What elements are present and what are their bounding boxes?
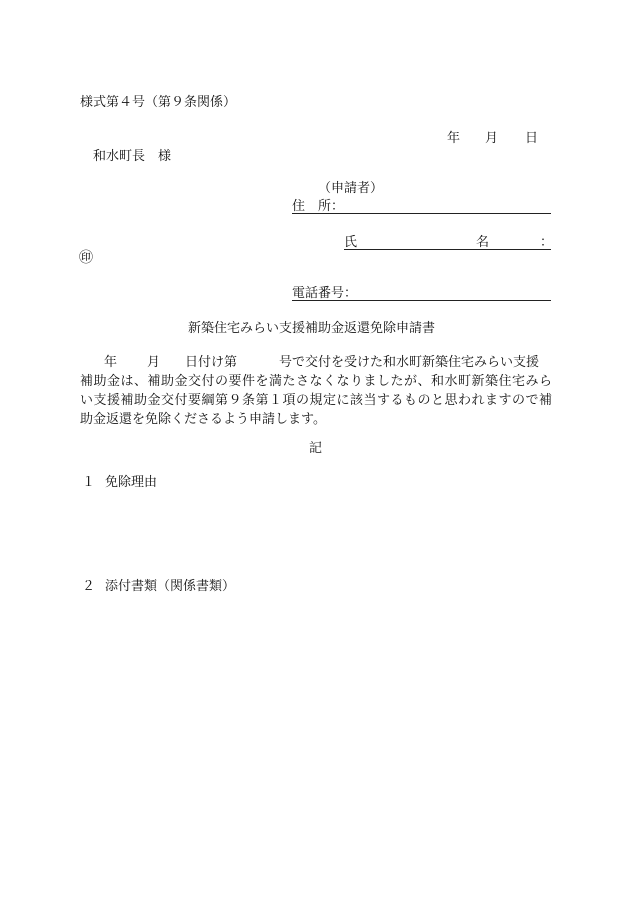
seal-mark: ㊞	[79, 250, 93, 266]
phone-underline	[292, 300, 551, 301]
name-label-second: 名	[476, 235, 490, 250]
item-1-label: 免除理由	[105, 475, 158, 490]
item-2-number: ２	[82, 579, 96, 594]
applicant-heading: （申請者）	[318, 181, 384, 196]
body-blank-year: 年	[104, 355, 118, 370]
body-blank-month: 月	[147, 355, 161, 370]
item-1-number: １	[82, 475, 96, 490]
phone-label: 電話番号：	[292, 286, 358, 301]
name-underline	[344, 249, 551, 250]
form-number: 様式第４号（第９条関係）	[80, 95, 237, 110]
item-2-label: 添付書類（関係書類）	[105, 579, 236, 594]
body-paragraph	[80, 375, 552, 432]
document-title: 新築住宅みらい支援補助金返還免除申請書	[188, 321, 436, 336]
body-line-1: 号で交付を受けた和水町新築住宅みらい支援	[279, 355, 540, 370]
recipient: 和水町長 様	[93, 149, 172, 164]
body-line-3: い支援補助金交付要綱第９条第１項の規定に該当するものと思われますので補	[80, 393, 552, 408]
date-year: 年	[447, 131, 461, 146]
date-day: 日	[525, 131, 539, 146]
name-label-first: 氏	[344, 235, 358, 250]
name-colon: ：	[540, 235, 554, 250]
body-line-2: 補助金は、補助金交付の要件を満たさなくなりましたが、和水町新築住宅みら	[80, 374, 552, 389]
ki-heading: 記	[309, 441, 323, 456]
date-month: 月	[485, 131, 499, 146]
body-line-4: 助金返還を免除くださるよう申請します。	[80, 412, 326, 427]
address-label: 住 所：	[292, 199, 345, 214]
address-underline	[292, 213, 551, 214]
body-blank-day: 日付け第	[185, 355, 238, 370]
